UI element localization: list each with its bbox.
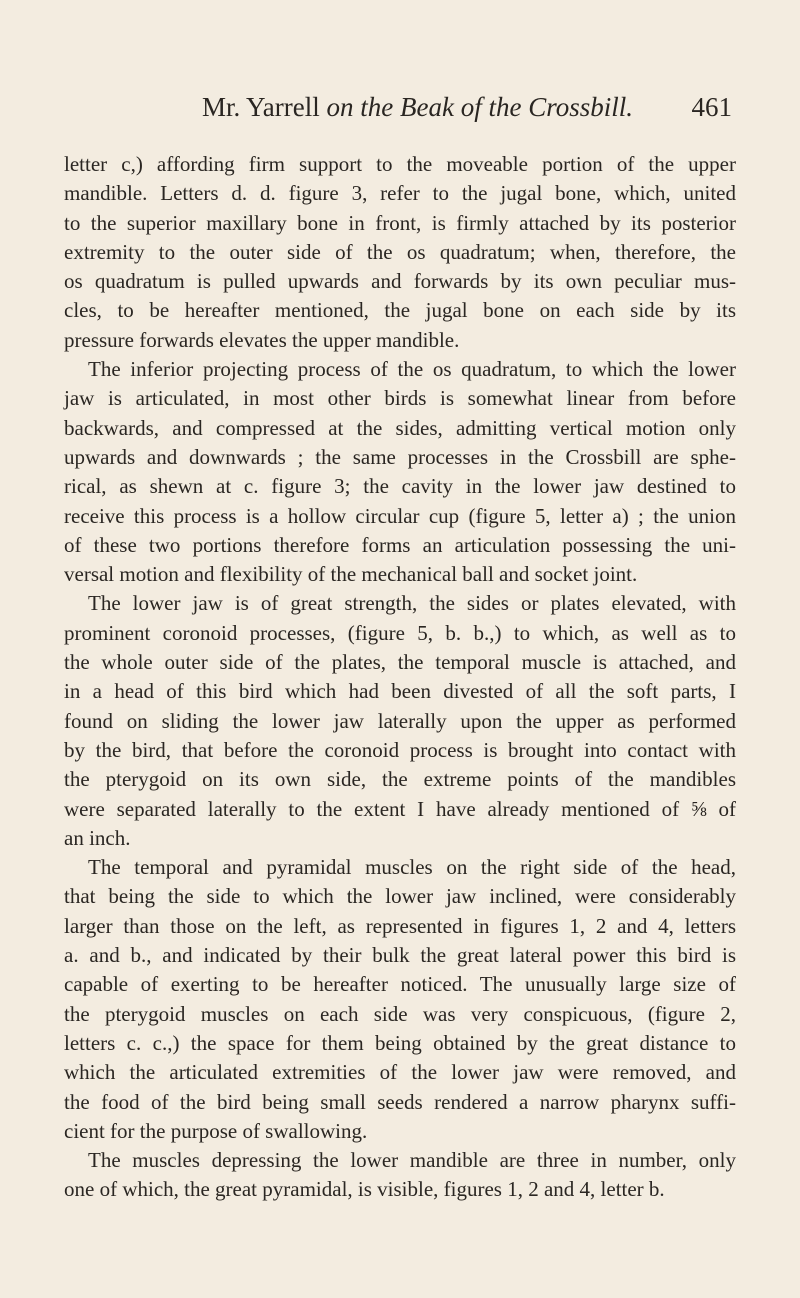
- text-line: the food of the bird being small seeds rendered a narrow pharynx suffi-: [64, 1089, 736, 1114]
- page-number: 461: [691, 92, 732, 122]
- text-line: in a head of this bird which had been divested of all the soft parts, I: [64, 679, 736, 704]
- text-line: a. and b., and indicated by their bulk the great lateral power this bird is: [64, 943, 736, 968]
- text-line: capable of exerting to be hereafter noticed. The unusually large size of: [64, 972, 736, 997]
- text-line: found on sliding the lower jaw laterally upon the upper as performed: [64, 708, 736, 733]
- text-line: the whole outer side of the plates, the temporal muscle is attached, and: [64, 650, 736, 675]
- text-line: larger than those on the left, as represented in figures 1, 2 and 4, letters: [64, 913, 736, 938]
- text-line: rical, as shewn at c. figure 3; the cavity in the lower jaw destined to: [64, 474, 736, 499]
- text-line: jaw is articulated, in most other birds is somewhat linear from before: [64, 386, 736, 411]
- text-line: The temporal and pyramidal muscles on the right side of the head,: [88, 855, 736, 880]
- running-head-title: on the Beak of the Crossbill.: [326, 92, 633, 122]
- text-line: to the superior maxillary bone in front, is firmly attached by its posterior: [64, 210, 736, 235]
- text-line: extremity to the outer side of the os quadratum; when, therefore, the: [64, 239, 736, 264]
- text-line: that being the side to which the lower jaw inclined, were considerably: [64, 884, 736, 909]
- text-line: versal motion and flexibility of the mechanical ball and socket joint.: [64, 562, 638, 587]
- text-line: by the bird, that before the coronoid process is brought into contact with: [64, 737, 736, 762]
- text-line: mandible. Letters d. d. figure 3, refer to the jugal bone, which, united: [64, 181, 736, 206]
- text-line: the pterygoid muscles on each side was very conspicuous, (figure 2,: [64, 1001, 736, 1026]
- running-head: [202, 92, 732, 132]
- text-line: The muscles depressing the lower mandible are three in number, only: [88, 1148, 736, 1173]
- text-line: one of which, the great pyramidal, is visible, figures 1, 2 and 4, letter b.: [64, 1177, 665, 1202]
- paragraph: [64, 589, 736, 853]
- paragraph: [64, 150, 736, 355]
- text-line: upwards and downwards ; the same processes in the Crossbill are sphe-: [64, 444, 736, 469]
- text-line: an inch.: [64, 825, 131, 850]
- text-line: cles, to be hereafter mentioned, the jugal bone on each side by its: [64, 298, 736, 323]
- text-line: were separated laterally to the extent I have already mentioned of ⅝ of: [64, 796, 736, 821]
- text-line: which the articulated extremities of the lower jaw were removed, and: [64, 1060, 736, 1085]
- text-line: letter c,) affording firm support to the moveable portion of the upper: [64, 152, 736, 176]
- text-line: receive this process is a hollow circular cup (figure 5, letter a) ; the union: [64, 503, 736, 528]
- text-line: pressure forwards elevates the upper mandible.: [64, 327, 460, 352]
- text-line: the pterygoid on its own side, the extreme points of the mandibles: [64, 767, 736, 792]
- paragraph: [64, 853, 736, 1146]
- text-line: of these two portions therefore forms an articulation possessing the uni-: [64, 532, 736, 557]
- text-line: backwards, and compressed at the sides, admitting vertical motion only: [64, 415, 736, 440]
- text-line: letters c. c.,) the space for them being obtained by the great distance to: [64, 1030, 736, 1055]
- paragraph: [64, 1146, 736, 1205]
- text-line: The inferior projecting process of the os quadratum, to which the lower: [88, 357, 736, 382]
- text-line: The lower jaw is of great strength, the sides or plates elevated, with: [88, 591, 736, 616]
- text-line: os quadratum is pulled upwards and forwards by its own peculiar mus-: [64, 269, 736, 294]
- paragraph: [64, 355, 736, 589]
- running-head-author: Mr. Yarrell: [202, 92, 320, 122]
- text-line: cient for the purpose of swallowing.: [64, 1118, 368, 1143]
- text-line: prominent coronoid processes, (figure 5, b. b.,) to which, as well as to: [64, 620, 736, 645]
- body-text: [64, 150, 736, 1205]
